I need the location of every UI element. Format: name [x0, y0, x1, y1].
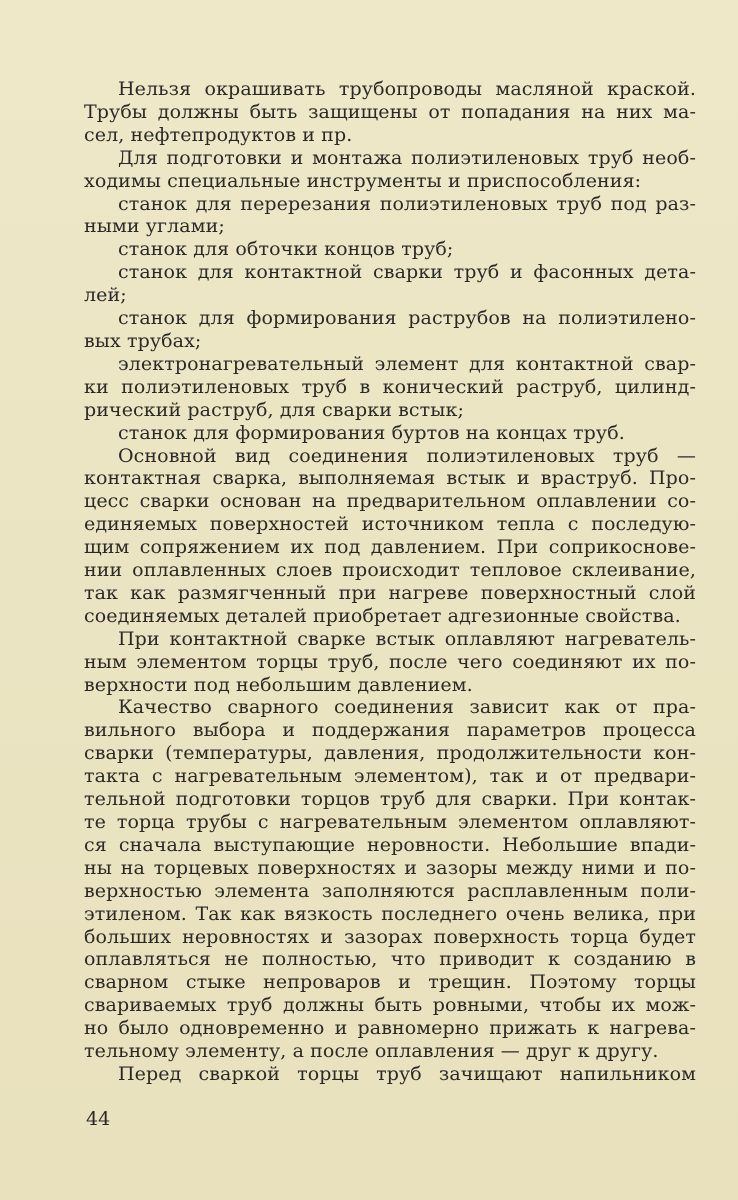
text-line: те торца трубы с нагревательным элементом оплавляют- [84, 811, 696, 833]
text-line: сварки (температуры, давления, продолжительности кон- [84, 742, 696, 765]
text-line: станок для обточки концов труб; [118, 238, 454, 261]
text-line: единяемых поверхностей источником тепла с последую- [84, 513, 696, 536]
text-line: Для подготовки и монтажа полиэтиленовых труб необ- [118, 146, 696, 169]
text-line: вых трубах; [84, 329, 202, 352]
text-line: ными углами; [84, 215, 225, 238]
page-number: 44 [86, 1108, 111, 1130]
text-line: электронагревательный элемент для контактной свар- [118, 352, 696, 375]
text-line: Трубы должны быть защищены от попадания на них ма- [84, 100, 696, 123]
text-line: цесс сварки основан на предварительном оплавлении со- [84, 490, 696, 513]
text-line: контактная сварка, выполняемая встык и враструб. Про- [84, 467, 696, 490]
text-line: тельной подготовки торцов труб для сварки. При контак- [84, 788, 696, 811]
text-line: станок для формирования буртов на концах труб. [118, 421, 625, 444]
text-line: Основной вид соединения полиэтиленовых труб — [118, 444, 696, 467]
text-line: Качество сварного соединения зависит как от пра- [118, 696, 696, 719]
text-line: станок для перерезания полиэтиленовых труб под раз- [118, 192, 696, 215]
text-line: ным элементом торцы труб, после чего соединяют их по- [84, 650, 696, 673]
text-line: ки полиэтиленовых труб в конический раструб, цилинд- [84, 375, 696, 398]
text-line: оплавляться не полностью, что приводит к созданию в [84, 948, 696, 971]
text-line: этиленом. Так как вязкость последнего очень велика, при [84, 902, 696, 925]
text-line: соединяемых деталей приобретает адгезионные свойства. [84, 604, 681, 627]
text-line: лей; [84, 284, 127, 307]
text-line: нии оплавленных слоев происходит тепловое склеивание, [84, 559, 696, 582]
text-line: верхности под небольшим давлением. [84, 673, 473, 696]
text-line: вильного выбора и поддержания параметров процесса [84, 719, 696, 742]
text-line: но было одновременно и равномерно прижать к нагрева- [84, 1017, 696, 1040]
text-line: ны на торцевых поверхностях и зазоры между ними и по- [84, 856, 696, 879]
text-line: такта с нагревательным элементом), так и от предвари- [84, 765, 696, 788]
text-line: станок для контактной сварки труб и фасонных дета- [118, 261, 696, 284]
text-line: При контактной сварке встык оплавляют нагреватель- [118, 627, 696, 650]
text-line: сел, нефтепродуктов и пр. [84, 123, 353, 146]
text-line: свариваемых труб должны быть ровными, чтобы их мож- [84, 994, 696, 1017]
text-line: рический раструб, для сварки встык; [84, 398, 464, 421]
text-line: сварном стыке непроваров и трещин. Поэтому торцы [84, 971, 696, 994]
text-line: станок для формирования раструбов на полиэтилено- [118, 307, 696, 330]
text-line: верхностью элемента заполняются расплавленным поли- [84, 879, 696, 902]
text-line: щим сопряжением их под давлением. При соприкоснове- [84, 536, 696, 559]
text-line: Перед сваркой торцы труб зачищают напильником [118, 1062, 696, 1085]
text-line: так как размягченный при нагреве поверхностный слой [84, 581, 696, 604]
text-line: больших неровностях и зазорах поверхность торца будет [84, 925, 696, 948]
text-line: ходимы специальные инструменты и приспособления: [84, 169, 642, 192]
text-line: тельному элементу, а после оплавления — друг к другу. [84, 1040, 659, 1063]
text-line: ся сначала выступающие неровности. Небольшие впади- [84, 833, 696, 856]
body-text [84, 78, 696, 1086]
text-line: Нельзя окрашивать трубопроводы масляной краской. [118, 78, 696, 100]
